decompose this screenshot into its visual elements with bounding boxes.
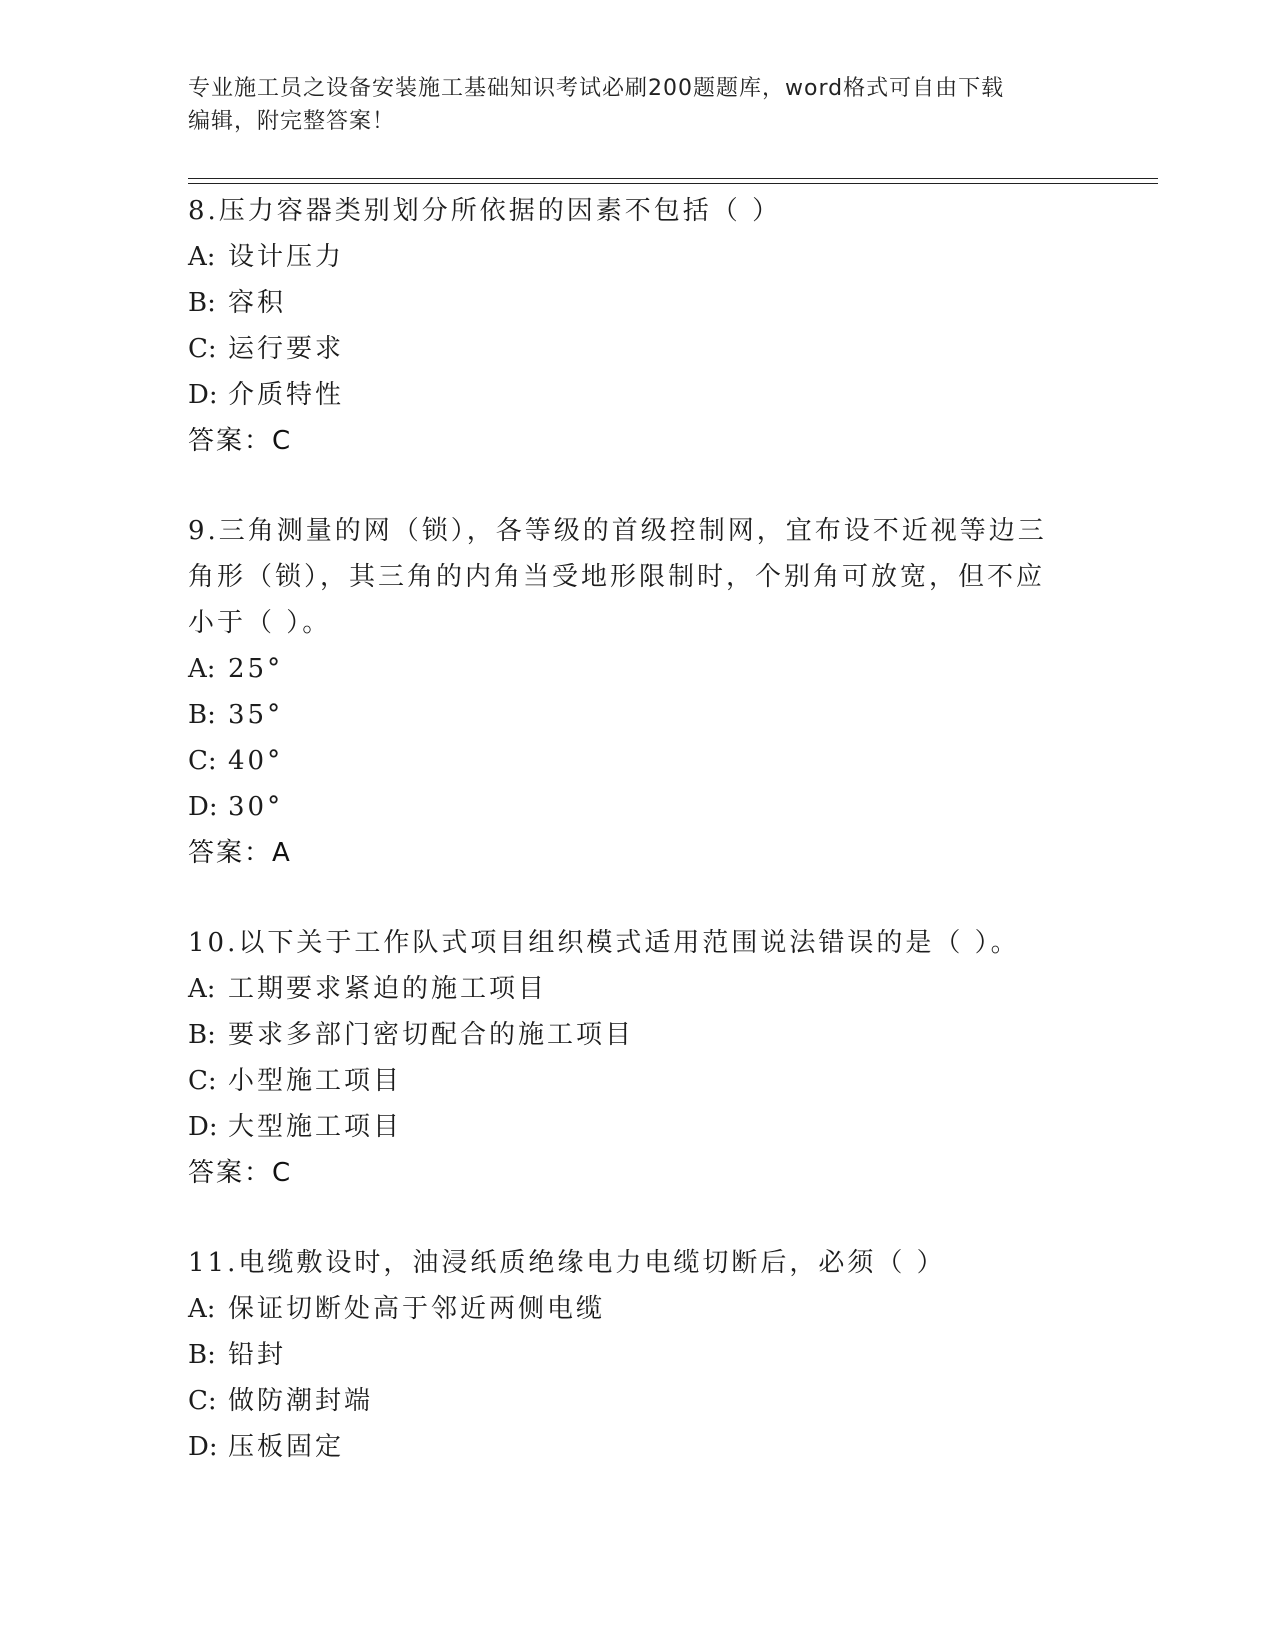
header-line-1: 专业施工员之设备安装施工基础知识考试必刷200题题库，word格式可自由下载 bbox=[188, 76, 1005, 101]
option-text: 25° bbox=[228, 654, 284, 684]
option-text: 压板固定 bbox=[228, 1432, 345, 1462]
option-a bbox=[188, 646, 1068, 692]
option-b bbox=[188, 1012, 1068, 1058]
option-letter: C: bbox=[188, 1386, 217, 1416]
question-11 bbox=[188, 1240, 1068, 1470]
option-letter: A: bbox=[188, 242, 216, 272]
option-a bbox=[188, 1286, 1068, 1332]
option-text: 运行要求 bbox=[228, 334, 345, 364]
question-10 bbox=[188, 920, 1068, 1196]
option-text: 铅封 bbox=[228, 1340, 287, 1370]
question-stem-line-2: 角形（锁），其三角的内角当受地形限制时，个别角可放宽，但不应 bbox=[188, 562, 1046, 592]
option-b bbox=[188, 280, 1068, 326]
option-text: 小型施工项目 bbox=[228, 1066, 403, 1096]
header-divider-top bbox=[188, 178, 1158, 179]
option-letter: A: bbox=[188, 974, 216, 1004]
option-c bbox=[188, 738, 1068, 784]
option-d bbox=[188, 784, 1068, 830]
option-text: 设计压力 bbox=[228, 242, 345, 272]
option-b bbox=[188, 692, 1068, 738]
option-text: 容积 bbox=[228, 288, 287, 318]
question-stem: 10.以下关于工作队式项目组织模式适用范围说法错误的是（ ）。 bbox=[188, 928, 1020, 958]
question-stem-line-1: 9.三角测量的网（锁），各等级的首级控制网，宜布设不近视等边三 bbox=[188, 516, 1047, 546]
answer-line: 答案：C bbox=[188, 1158, 293, 1188]
header-line-2: 编辑，附完整答案！ bbox=[188, 109, 396, 134]
question-stem: 11.电缆敷设时，油浸纸质绝缘电力电缆切断后，必须（ ） bbox=[188, 1248, 946, 1278]
option-letter: D: bbox=[188, 380, 218, 410]
header-divider-bottom bbox=[188, 183, 1158, 184]
option-text: 做防潮封端 bbox=[228, 1386, 374, 1416]
option-d bbox=[188, 372, 1068, 418]
question-8 bbox=[188, 188, 1068, 464]
option-text: 30° bbox=[228, 792, 284, 822]
question-9 bbox=[188, 508, 1068, 876]
option-c bbox=[188, 326, 1068, 372]
option-letter: C: bbox=[188, 746, 217, 776]
option-text: 要求多部门密切配合的施工项目 bbox=[228, 1020, 635, 1050]
option-d bbox=[188, 1104, 1068, 1150]
option-letter: B: bbox=[188, 288, 216, 318]
option-text: 介质特性 bbox=[228, 380, 345, 410]
option-letter: C: bbox=[188, 1066, 217, 1096]
option-text: 大型施工项目 bbox=[228, 1112, 403, 1142]
option-text: 40° bbox=[228, 746, 284, 776]
option-text: 工期要求紧迫的施工项目 bbox=[228, 974, 548, 1004]
option-letter: D: bbox=[188, 792, 218, 822]
option-b bbox=[188, 1332, 1068, 1378]
option-letter: C: bbox=[188, 334, 217, 364]
option-c bbox=[188, 1058, 1068, 1104]
option-text: 35° bbox=[228, 700, 284, 730]
option-a bbox=[188, 966, 1068, 1012]
answer-line: 答案：A bbox=[188, 838, 292, 868]
option-a bbox=[188, 234, 1068, 280]
option-letter: A: bbox=[188, 1294, 216, 1324]
document-header bbox=[188, 72, 1068, 138]
option-d bbox=[188, 1424, 1068, 1470]
option-letter: A: bbox=[188, 654, 216, 684]
option-letter: B: bbox=[188, 700, 216, 730]
option-c bbox=[188, 1378, 1068, 1424]
question-stem-line-3: 小于（ ）。 bbox=[188, 608, 332, 638]
option-letter: D: bbox=[188, 1112, 218, 1142]
option-letter: B: bbox=[188, 1020, 216, 1050]
option-text: 保证切断处高于邻近两侧电缆 bbox=[228, 1294, 606, 1324]
answer-line: 答案：C bbox=[188, 426, 293, 456]
question-stem: 8.压力容器类别划分所依据的因素不包括（ ） bbox=[188, 196, 782, 226]
option-letter: B: bbox=[188, 1340, 216, 1370]
option-letter: D: bbox=[188, 1432, 218, 1462]
